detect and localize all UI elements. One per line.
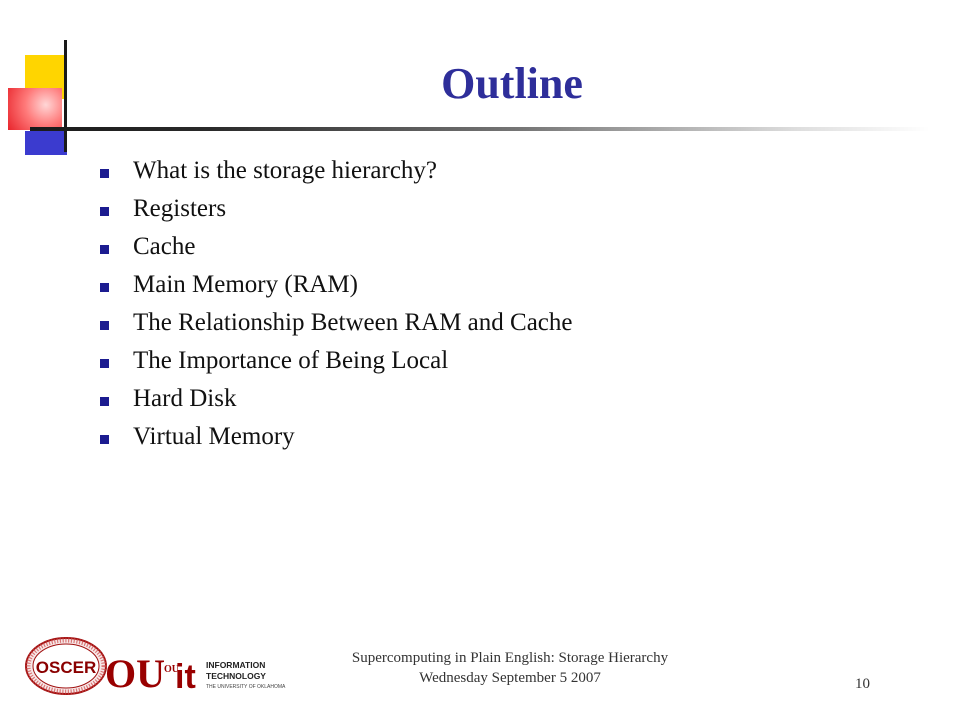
svg-text:OU: OU xyxy=(105,651,165,696)
footer-line-date: Wednesday September 5 2007 xyxy=(419,670,601,686)
svg-text:INFORMATION: INFORMATION xyxy=(206,660,266,670)
list-item xyxy=(100,342,572,380)
page-number: 10 xyxy=(855,676,870,692)
list-item xyxy=(100,304,572,342)
list-item-text: Registers xyxy=(133,195,227,222)
svg-text:TECHNOLOGY: TECHNOLOGY xyxy=(206,671,266,681)
bullet-square-icon xyxy=(100,245,109,254)
list-item xyxy=(100,380,572,418)
bullet-square-icon xyxy=(100,207,109,216)
list-item xyxy=(100,228,572,266)
oscer-logo xyxy=(24,636,108,696)
list-item-text: Main Memory (RAM) xyxy=(133,271,358,298)
ou-it-logo xyxy=(162,654,286,696)
list-item-text: The Relationship Between RAM and Cache xyxy=(133,309,573,336)
list-item xyxy=(100,190,572,228)
list-item-text: Hard Disk xyxy=(133,385,237,412)
svg-text:it: it xyxy=(175,658,196,696)
vertical-rule xyxy=(64,40,67,152)
list-item-text: What is the storage hierarchy? xyxy=(133,157,438,184)
list-item-text: Cache xyxy=(133,233,196,260)
slide-footer xyxy=(290,648,730,688)
list-item xyxy=(100,266,572,304)
list-item-text: The Importance of Being Local xyxy=(133,347,449,374)
svg-text:THE UNIVERSITY OF OKLAHOMA: THE UNIVERSITY OF OKLAHOMA xyxy=(206,684,286,690)
footer-line-title: Supercomputing in Plain English: Storage Hierarchy xyxy=(351,650,669,666)
svg-text:OU: OU xyxy=(164,664,179,675)
bullet-square-icon xyxy=(100,169,109,178)
bullet-square-icon xyxy=(100,397,109,406)
list-item xyxy=(100,418,572,456)
bullet-square-icon xyxy=(100,435,109,444)
ou-logo xyxy=(105,641,165,699)
bullet-square-icon xyxy=(100,359,109,368)
red-square-decoration xyxy=(8,88,62,130)
svg-text:OSCER: OSCER xyxy=(35,658,97,677)
bullet-square-icon xyxy=(100,283,109,292)
slide-title: Outline xyxy=(441,59,583,108)
outline-list xyxy=(100,152,572,456)
list-item-text: Virtual Memory xyxy=(133,423,295,450)
blue-square-decoration xyxy=(25,131,67,155)
title-underline-rule xyxy=(30,127,930,131)
list-item xyxy=(100,152,572,190)
bullet-square-icon xyxy=(100,321,109,330)
